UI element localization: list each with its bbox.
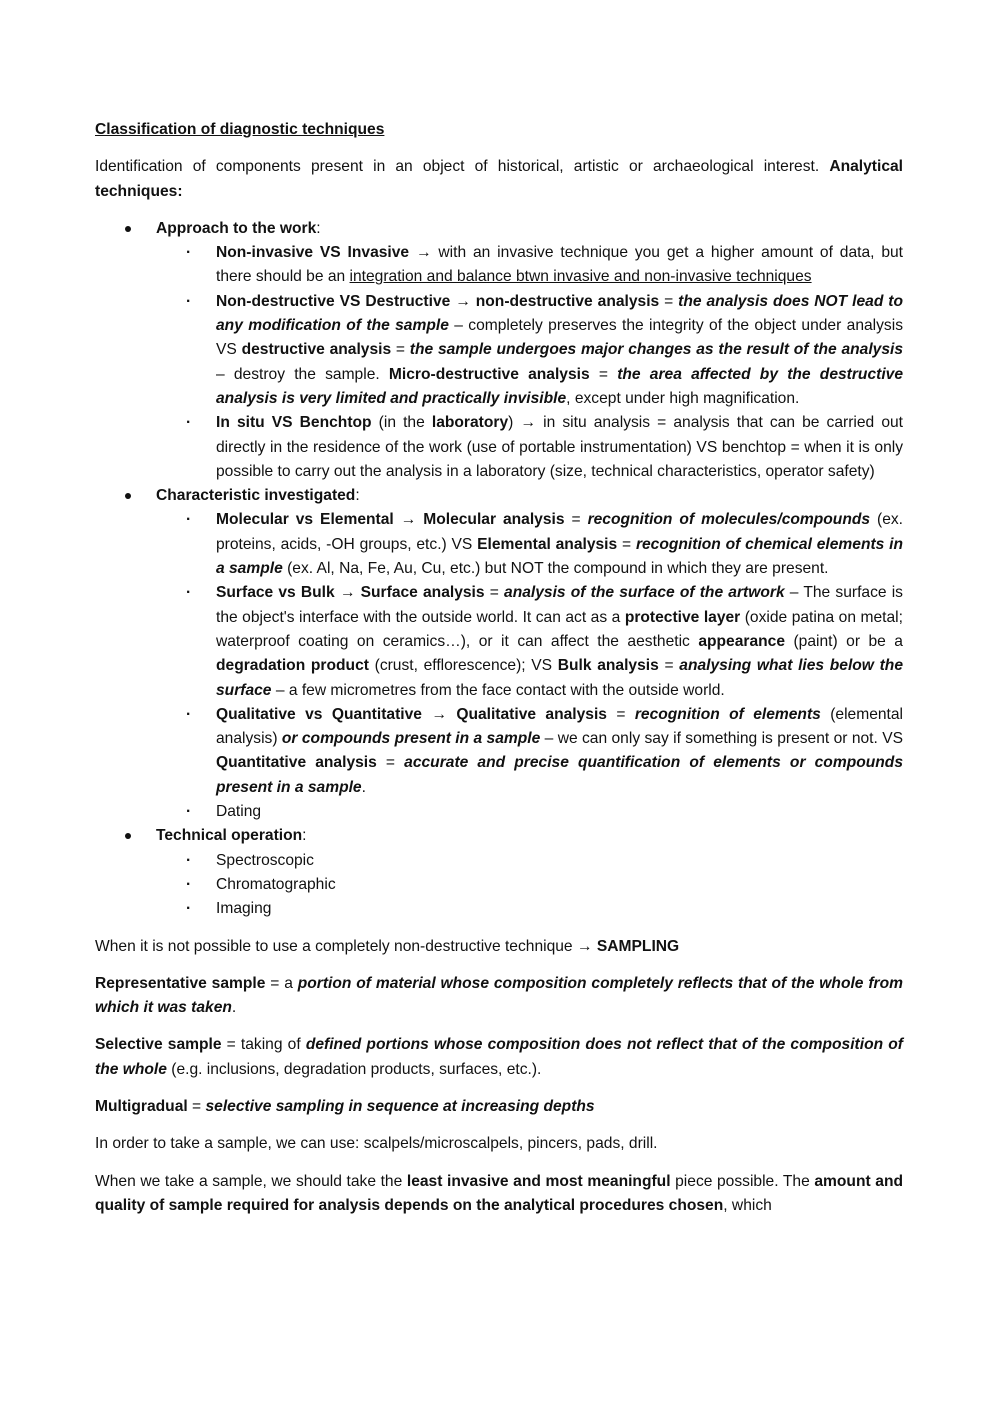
- b-label: Bulk analysis: [557, 657, 659, 675]
- degradation-bold: degradation product: [216, 657, 369, 675]
- text: When we take a sample, we should take the: [95, 1172, 407, 1190]
- representative-label: Representative sample: [95, 974, 266, 992]
- selective-paragraph: [95, 1033, 903, 1082]
- m-definition: recognition of molecules/compounds: [587, 511, 871, 529]
- list-item-approach: [95, 217, 903, 484]
- technical-label: Technical operation: [156, 827, 303, 845]
- list-item-technical: [95, 824, 903, 921]
- text: (oxide patina on metal; waterproof coating on ceramics…), or it can affect the aesthetic: [216, 608, 903, 650]
- representative-paragraph: [95, 972, 903, 1021]
- approach-label: Approach to the work: [156, 219, 317, 237]
- s-definition: analysis of the surface of the artwork: [504, 584, 785, 602]
- appearance-bold: appearance: [698, 632, 785, 650]
- equals-sign: =: [617, 535, 636, 553]
- e-definition: recognition of chemical elements in a sample: [216, 535, 904, 578]
- list-item-molecular: [156, 508, 903, 581]
- nd-label: non-destructive analysis: [475, 292, 660, 310]
- sampling-bold: SAMPLING: [596, 937, 680, 955]
- intro-paragraph: [95, 155, 903, 204]
- arrow-icon: →: [421, 705, 457, 723]
- arrow-icon: →: [450, 292, 476, 310]
- list-item-chromatographic: · Chromatographic: [156, 873, 903, 897]
- list-item-insitu: [156, 411, 903, 484]
- list-item-destructive: [156, 290, 903, 411]
- nd-definition: the analysis does NOT lead to any modification of the sample: [216, 292, 903, 335]
- e-label: Elemental analysis: [477, 535, 618, 553]
- arrow-icon: →: [409, 244, 439, 262]
- ql-definition-2: or compounds present in a sample: [281, 730, 541, 748]
- sampling-paragraph: [95, 935, 903, 959]
- qualitative-label: Qualitative vs Quantitative: [216, 705, 422, 723]
- d-definition: the sample undergoes major changes as the result of the analysis: [409, 341, 903, 359]
- technical-sublist: [156, 849, 903, 922]
- text: (ex. proteins, acids, -OH groups, etc.) VS: [216, 511, 904, 553]
- text: piece possible. The: [670, 1172, 815, 1190]
- equals-sign: =: [659, 292, 679, 310]
- text: (crust, efflorescence); VS: [368, 657, 558, 675]
- s-label: Surface analysis: [360, 584, 485, 602]
- text: (elemental analysis): [216, 705, 904, 748]
- d-label: destructive analysis: [241, 341, 392, 359]
- arrow-icon: →: [334, 584, 361, 602]
- characteristic-sublist: [156, 508, 903, 824]
- arrow-icon: →: [393, 511, 424, 529]
- text: – The surface is the object's interface with the outside world. It can act as a: [216, 584, 903, 626]
- list-item-dating: · Dating: [156, 800, 903, 824]
- text: – destroy the sample.: [216, 365, 389, 383]
- equals-sign: =: [376, 754, 405, 772]
- qn-definition: accurate and precise quantification of elements or compounds present in a sample: [216, 754, 903, 796]
- laboratory-bold: laboratory: [431, 414, 509, 432]
- qn-label: Quantitative analysis: [216, 754, 377, 772]
- text: = a: [265, 974, 298, 992]
- approach-sublist: [156, 241, 903, 484]
- text: , except under high magnification.: [566, 389, 800, 407]
- multigradual-definition: selective sampling in sequence at increasing depths: [205, 1097, 595, 1115]
- list-item-qualitative: [156, 703, 903, 800]
- invasive-underlined: integration and balance btwn invasive and non-invasive techniques: [349, 268, 812, 286]
- md-label: Micro-destructive analysis: [388, 365, 590, 383]
- characteristic-label: Characteristic investigated: [156, 487, 356, 505]
- b-definition: analysing what lies below the surface: [216, 657, 903, 699]
- text: – we can only say if something is present or not. VS: [540, 730, 903, 748]
- text: – completely preserves the integrity of the object under analysis VS: [216, 317, 903, 359]
- colon: :: [355, 487, 360, 505]
- list-item-invasive: [156, 241, 903, 290]
- section-title: Classification of diagnostic techniques: [95, 121, 385, 138]
- classification-list: [95, 217, 903, 922]
- equals-sign: =: [391, 341, 410, 359]
- equals-sign: =: [658, 657, 680, 675]
- text: (e.g. inclusions, degradation products, surfaces, etc.).: [166, 1060, 542, 1078]
- ql-label: Qualitative analysis: [456, 705, 607, 723]
- tools-paragraph: In order to take a sample, we can use: scalpels/microscalpels, pincers, pads, drill.: [95, 1135, 658, 1153]
- list-item-characteristic: [95, 484, 903, 824]
- text: .: [231, 999, 237, 1017]
- colon: :: [316, 219, 321, 237]
- document-body: [95, 118, 903, 1231]
- sampling-text: When it is not possible to use a completely non-destructive technique →: [95, 937, 597, 955]
- final-bold-1: least invasive and most meaningful: [406, 1172, 671, 1190]
- equals-sign: =: [564, 511, 588, 529]
- final-paragraph: [95, 1170, 903, 1219]
- text: (ex. Al, Na, Fe, Au, Cu, etc.) but NOT the compound in which they are present.: [282, 560, 829, 578]
- list-item-surface: [156, 581, 903, 702]
- invasive-text: with an invasive technique you get a higher amount of data, but there should be an: [216, 244, 903, 286]
- equals-sign: =: [606, 705, 635, 723]
- final-bold-2: amount and quality of sample required for analysis depends on the analytical procedures chosen: [95, 1172, 903, 1214]
- surface-label: Surface vs Bulk: [216, 584, 335, 602]
- molecular-label: Molecular vs Elemental: [216, 511, 394, 529]
- protective-bold: protective layer: [624, 608, 741, 626]
- intro-text: Identification of components present in an object of historical, artistic or archaeological interest.: [95, 158, 830, 176]
- representative-definition: portion of material whose composition completely reflects that of the whole from which it was taken: [95, 974, 903, 1017]
- md-definition: the area affected by the destructive analysis is very limited and practically invisible: [216, 365, 904, 407]
- ql-definition: recognition of elements: [634, 705, 821, 723]
- equals-sign: =: [484, 584, 505, 602]
- text: = taking of: [221, 1036, 306, 1054]
- list-item-imaging: · Imaging: [156, 897, 903, 921]
- selective-label: Selective sample: [95, 1036, 222, 1054]
- m-label: Molecular analysis: [423, 511, 565, 529]
- intro-bold: Analytical techniques:: [95, 158, 903, 200]
- selective-definition: defined portions whose composition does not reflect that of the composition of the whole: [95, 1036, 903, 1078]
- text: ) → in situ analysis = analysis that can be carried out directly in the residence of the work (use of portable instrumentation) VS benchtop = when it is only possible to carry out the analysis in a laboratory (size, technical characteristics, operator safety): [216, 414, 903, 480]
- text: =: [187, 1097, 206, 1115]
- text: – a few micrometres from the face contact with the outside world.: [271, 681, 725, 699]
- text: .: [361, 778, 366, 796]
- multigradual-paragraph: [95, 1095, 903, 1119]
- insitu-label: In situ VS Benchtop: [216, 414, 372, 432]
- destructive-label: Non-destructive VS Destructive: [216, 292, 451, 310]
- invasive-label: Non-invasive VS Invasive: [216, 244, 410, 262]
- colon: :: [302, 827, 307, 845]
- text: (in the: [371, 414, 432, 432]
- text: , which: [723, 1196, 772, 1214]
- text: (paint) or be a: [785, 632, 903, 650]
- list-item-spectroscopic: · Spectroscopic: [156, 849, 903, 873]
- equals-sign: =: [589, 365, 618, 383]
- multigradual-label: Multigradual: [95, 1097, 188, 1115]
